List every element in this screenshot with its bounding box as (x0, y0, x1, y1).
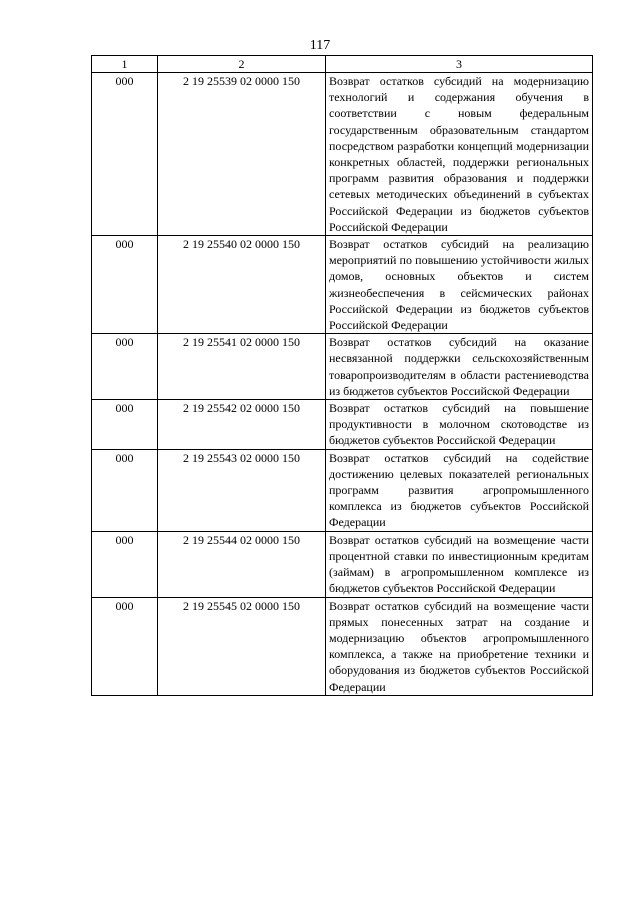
budget-code-cell: 2 19 25544 02 0000 150 (158, 531, 326, 597)
description-cell: Возврат остатков субсидий на модернизацию технологий и содержания обучения в соответствии с новым федеральным государственным образовательным стандартом посредством разработки концепций модернизации конкретных областей, поддержки региональных программ развития образования и поддержки сетевых методических объединений в субъектах Российской Федерации из бюджетов субъектов Российской Федерации (326, 73, 593, 236)
table-row (92, 73, 593, 236)
description-cell: Возврат остатков субсидий на возмещение части прямых понесенных затрат на создание и модернизацию объектов агропромышленного комплекса, а также на приобретение техники и оборудования из бюджетов субъектов Российской Федерации (326, 597, 593, 695)
table-row (92, 334, 593, 400)
budget-code-cell: 2 19 25540 02 0000 150 (158, 236, 326, 334)
description-cell: Возврат остатков субсидий на оказание несвязанной поддержки сельскохозяйственным товаропроизводителям в области растениеводства из бюджетов субъектов Российской Федерации (326, 334, 593, 400)
admin-code-cell: 000 (92, 334, 158, 400)
description-cell: Возврат остатков субсидий на реализацию мероприятий по повышению устойчивости жилых домов, основных объектов и систем жизнеобеспечения в сейсмических районах Российской Федерации из бюджетов субъектов Российской Федерации (326, 236, 593, 334)
description-cell: Возврат остатков субсидий на возмещение части процентной ставки по инвестиционным кредитам (займам) в агропромышленном комплексе из бюджетов субъектов Российской Федерации (326, 531, 593, 597)
column-header-3: 3 (326, 56, 593, 73)
table-row (92, 236, 593, 334)
page-number: 117 (309, 38, 331, 53)
budget-code-cell: 2 19 25542 02 0000 150 (158, 400, 326, 450)
table-row (92, 597, 593, 695)
column-header-2: 2 (158, 56, 326, 73)
admin-code-cell: 000 (92, 400, 158, 450)
admin-code-cell: 000 (92, 531, 158, 597)
column-header-1: 1 (92, 56, 158, 73)
description-cell: Возврат остатков субсидий на повышение продуктивности в молочном скотоводстве из бюджетов субъектов Российской Федерации (326, 400, 593, 450)
budget-code-cell: 2 19 25543 02 0000 150 (158, 449, 326, 531)
table-row (92, 449, 593, 531)
admin-code-cell: 000 (92, 597, 158, 695)
admin-code-cell: 000 (92, 449, 158, 531)
budget-code-cell: 2 19 25541 02 0000 150 (158, 334, 326, 400)
table-row (92, 531, 593, 597)
table-row (92, 400, 593, 450)
table-header-row (92, 56, 593, 73)
description-cell: Возврат остатков субсидий на содействие достижению целевых показателей региональных программ развития агропромышленного комплекса из бюджетов субъектов Российской Федерации (326, 449, 593, 531)
admin-code-cell: 000 (92, 73, 158, 236)
budget-code-cell: 2 19 25539 02 0000 150 (158, 73, 326, 236)
budget-codes-table (91, 55, 593, 696)
budget-code-cell: 2 19 25545 02 0000 150 (158, 597, 326, 695)
admin-code-cell: 000 (92, 236, 158, 334)
